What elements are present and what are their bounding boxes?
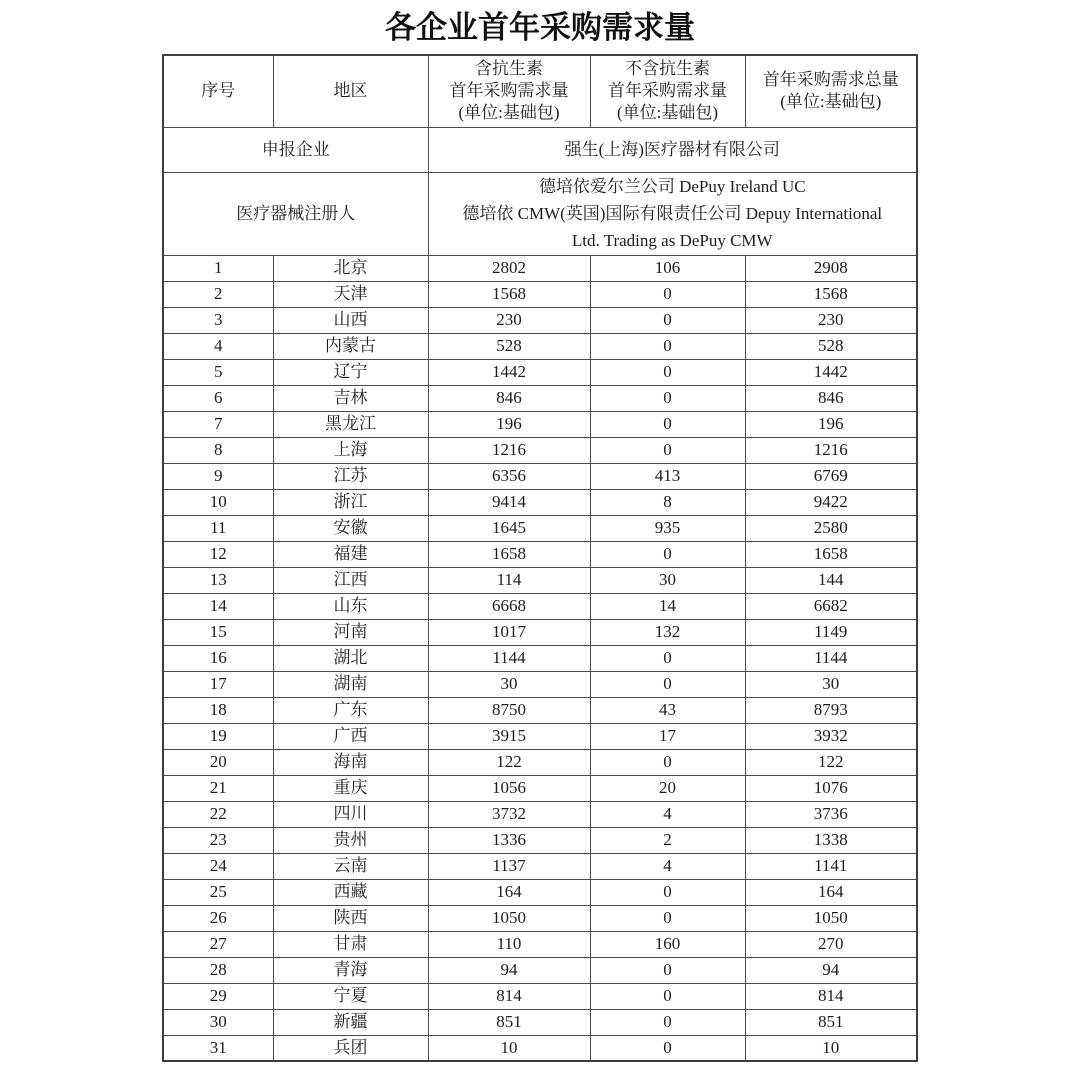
region-row bbox=[163, 983, 917, 1009]
device-registrant-label: 医疗器械注册人 bbox=[163, 172, 428, 255]
cell-with-antibiotics: 1645 bbox=[428, 515, 590, 541]
cell-with-antibiotics: 1658 bbox=[428, 541, 590, 567]
cell-with-antibiotics: 114 bbox=[428, 567, 590, 593]
cell-region: 江苏 bbox=[273, 463, 428, 489]
cell-with-antibiotics: 1017 bbox=[428, 619, 590, 645]
cell-index: 2 bbox=[163, 281, 273, 307]
cell-with-antibiotics: 1442 bbox=[428, 359, 590, 385]
cell-without-antibiotics: 14 bbox=[590, 593, 745, 619]
region-row bbox=[163, 619, 917, 645]
cell-with-antibiotics: 3915 bbox=[428, 723, 590, 749]
cell-total: 846 bbox=[745, 385, 917, 411]
cell-total: 196 bbox=[745, 411, 917, 437]
cell-with-antibiotics: 110 bbox=[428, 931, 590, 957]
region-row bbox=[163, 723, 917, 749]
declaring-company-label: 申报企业 bbox=[163, 127, 428, 172]
cell-region: 广西 bbox=[273, 723, 428, 749]
cell-total: 8793 bbox=[745, 697, 917, 723]
cell-with-antibiotics: 1056 bbox=[428, 775, 590, 801]
cell-region: 湖北 bbox=[273, 645, 428, 671]
cell-total: 122 bbox=[745, 749, 917, 775]
header-row bbox=[163, 55, 917, 127]
region-row bbox=[163, 827, 917, 853]
region-row bbox=[163, 853, 917, 879]
text-line: (单位:基础包) bbox=[616, 103, 719, 123]
cell-index: 31 bbox=[163, 1035, 273, 1061]
cell-index: 26 bbox=[163, 905, 273, 931]
cell-without-antibiotics: 0 bbox=[590, 879, 745, 905]
cell-without-antibiotics: 2 bbox=[590, 827, 745, 853]
cell-without-antibiotics: 160 bbox=[590, 931, 745, 957]
region-row bbox=[163, 775, 917, 801]
header-col-region bbox=[273, 55, 428, 127]
cell-without-antibiotics: 0 bbox=[590, 437, 745, 463]
cell-region: 天津 bbox=[273, 281, 428, 307]
cell-region: 黑龙江 bbox=[273, 411, 428, 437]
cell-with-antibiotics: 846 bbox=[428, 385, 590, 411]
cell-without-antibiotics: 0 bbox=[590, 749, 745, 775]
cell-with-antibiotics: 814 bbox=[428, 983, 590, 1009]
cell-without-antibiotics: 0 bbox=[590, 385, 745, 411]
cell-with-antibiotics: 6356 bbox=[428, 463, 590, 489]
cell-total: 1144 bbox=[745, 645, 917, 671]
cell-region: 四川 bbox=[273, 801, 428, 827]
cell-index: 28 bbox=[163, 957, 273, 983]
region-row bbox=[163, 463, 917, 489]
cell-without-antibiotics: 0 bbox=[590, 307, 745, 333]
cell-total: 6682 bbox=[745, 593, 917, 619]
cell-without-antibiotics: 30 bbox=[590, 567, 745, 593]
cell-region: 山西 bbox=[273, 307, 428, 333]
cell-with-antibiotics: 1050 bbox=[428, 905, 590, 931]
text-line: 首年采购需求总量 bbox=[762, 70, 899, 90]
region-row bbox=[163, 385, 917, 411]
cell-total: 1141 bbox=[745, 853, 917, 879]
cell-region: 安徽 bbox=[273, 515, 428, 541]
cell-index: 14 bbox=[163, 593, 273, 619]
cell-region: 重庆 bbox=[273, 775, 428, 801]
cell-total: 528 bbox=[745, 333, 917, 359]
cell-region: 新疆 bbox=[273, 1009, 428, 1035]
cell-total: 1658 bbox=[745, 541, 917, 567]
region-row bbox=[163, 1035, 917, 1061]
cell-index: 19 bbox=[163, 723, 273, 749]
region-row bbox=[163, 879, 917, 905]
cell-total: 1216 bbox=[745, 437, 917, 463]
cell-index: 8 bbox=[163, 437, 273, 463]
header-col-total bbox=[745, 55, 917, 127]
region-row bbox=[163, 645, 917, 671]
cell-index: 25 bbox=[163, 879, 273, 905]
declaring-company-value bbox=[428, 127, 917, 172]
cell-region: 贵州 bbox=[273, 827, 428, 853]
cell-with-antibiotics: 10 bbox=[428, 1035, 590, 1061]
cell-with-antibiotics: 196 bbox=[428, 411, 590, 437]
cell-index: 18 bbox=[163, 697, 273, 723]
cell-without-antibiotics: 132 bbox=[590, 619, 745, 645]
cell-region: 广东 bbox=[273, 697, 428, 723]
region-row bbox=[163, 255, 917, 281]
cell-index: 29 bbox=[163, 983, 273, 1009]
cell-index: 10 bbox=[163, 489, 273, 515]
cell-without-antibiotics: 0 bbox=[590, 541, 745, 567]
cell-with-antibiotics: 8750 bbox=[428, 697, 590, 723]
cell-with-antibiotics: 1336 bbox=[428, 827, 590, 853]
text-line: (单位:基础包) bbox=[780, 92, 882, 112]
cell-total: 1050 bbox=[745, 905, 917, 931]
text-line: 地区 bbox=[333, 81, 368, 101]
cell-without-antibiotics: 0 bbox=[590, 957, 745, 983]
region-row bbox=[163, 671, 917, 697]
region-row bbox=[163, 359, 917, 385]
cell-total: 230 bbox=[745, 307, 917, 333]
cell-region: 青海 bbox=[273, 957, 428, 983]
region-row bbox=[163, 489, 917, 515]
cell-with-antibiotics: 122 bbox=[428, 749, 590, 775]
cell-without-antibiotics: 0 bbox=[590, 983, 745, 1009]
cell-total: 94 bbox=[745, 957, 917, 983]
header-col-with-antibiotics bbox=[428, 55, 590, 127]
cell-without-antibiotics: 4 bbox=[590, 801, 745, 827]
text-line: 序号 bbox=[201, 81, 236, 101]
cell-with-antibiotics: 30 bbox=[428, 671, 590, 697]
cell-region: 湖南 bbox=[273, 671, 428, 697]
region-row bbox=[163, 411, 917, 437]
cell-with-antibiotics: 94 bbox=[428, 957, 590, 983]
header-col-without-antibiotics bbox=[590, 55, 745, 127]
cell-total: 814 bbox=[745, 983, 917, 1009]
cell-total: 1076 bbox=[745, 775, 917, 801]
cell-with-antibiotics: 1216 bbox=[428, 437, 590, 463]
cell-region: 福建 bbox=[273, 541, 428, 567]
text-line: 首年采购需求量 bbox=[449, 81, 569, 101]
text-line: 不含抗生素 bbox=[625, 59, 710, 79]
cell-index: 1 bbox=[163, 255, 273, 281]
cell-without-antibiotics: 0 bbox=[590, 411, 745, 437]
cell-index: 30 bbox=[163, 1009, 273, 1035]
cell-index: 9 bbox=[163, 463, 273, 489]
cell-total: 1338 bbox=[745, 827, 917, 853]
cell-region: 兵团 bbox=[273, 1035, 428, 1061]
cell-with-antibiotics: 3732 bbox=[428, 801, 590, 827]
region-row bbox=[163, 437, 917, 463]
cell-index: 13 bbox=[163, 567, 273, 593]
cell-without-antibiotics: 106 bbox=[590, 255, 745, 281]
cell-region: 吉林 bbox=[273, 385, 428, 411]
cell-region: 山东 bbox=[273, 593, 428, 619]
cell-index: 3 bbox=[163, 307, 273, 333]
region-row bbox=[163, 749, 917, 775]
region-row bbox=[163, 515, 917, 541]
cell-total: 1568 bbox=[745, 281, 917, 307]
cell-total: 144 bbox=[745, 567, 917, 593]
cell-region: 海南 bbox=[273, 749, 428, 775]
cell-total: 9422 bbox=[745, 489, 917, 515]
cell-with-antibiotics: 2802 bbox=[428, 255, 590, 281]
cell-region: 宁夏 bbox=[273, 983, 428, 1009]
cell-total: 270 bbox=[745, 931, 917, 957]
cell-without-antibiotics: 43 bbox=[590, 697, 745, 723]
cell-total: 164 bbox=[745, 879, 917, 905]
region-row bbox=[163, 333, 917, 359]
cell-index: 20 bbox=[163, 749, 273, 775]
cell-region: 西藏 bbox=[273, 879, 428, 905]
cell-with-antibiotics: 164 bbox=[428, 879, 590, 905]
cell-without-antibiotics: 0 bbox=[590, 333, 745, 359]
cell-region: 河南 bbox=[273, 619, 428, 645]
region-row bbox=[163, 697, 917, 723]
region-row bbox=[163, 1009, 917, 1035]
cell-index: 15 bbox=[163, 619, 273, 645]
cell-total: 2580 bbox=[745, 515, 917, 541]
cell-with-antibiotics: 1144 bbox=[428, 645, 590, 671]
cell-index: 17 bbox=[163, 671, 273, 697]
cell-region: 陕西 bbox=[273, 905, 428, 931]
cell-index: 23 bbox=[163, 827, 273, 853]
cell-index: 24 bbox=[163, 853, 273, 879]
cell-total: 3736 bbox=[745, 801, 917, 827]
cell-with-antibiotics: 1568 bbox=[428, 281, 590, 307]
cell-total: 10 bbox=[745, 1035, 917, 1061]
text-line: 德培依爱尔兰公司 DePuy Ireland UC bbox=[538, 177, 806, 196]
cell-without-antibiotics: 0 bbox=[590, 281, 745, 307]
device-registrant-value bbox=[428, 172, 917, 255]
region-row bbox=[163, 905, 917, 931]
cell-index: 5 bbox=[163, 359, 273, 385]
cell-without-antibiotics: 935 bbox=[590, 515, 745, 541]
cell-index: 22 bbox=[163, 801, 273, 827]
cell-index: 16 bbox=[163, 645, 273, 671]
cell-without-antibiotics: 17 bbox=[590, 723, 745, 749]
cell-region: 上海 bbox=[273, 437, 428, 463]
cell-total: 851 bbox=[745, 1009, 917, 1035]
region-row bbox=[163, 307, 917, 333]
cell-index: 21 bbox=[163, 775, 273, 801]
cell-total: 1149 bbox=[745, 619, 917, 645]
cell-without-antibiotics: 8 bbox=[590, 489, 745, 515]
cell-index: 7 bbox=[163, 411, 273, 437]
cell-region: 内蒙古 bbox=[273, 333, 428, 359]
device-registrant-row bbox=[163, 172, 917, 255]
region-row bbox=[163, 281, 917, 307]
cell-index: 6 bbox=[163, 385, 273, 411]
cell-without-antibiotics: 0 bbox=[590, 671, 745, 697]
region-row bbox=[163, 567, 917, 593]
cell-without-antibiotics: 0 bbox=[590, 1035, 745, 1061]
page-title: 各企业首年采购需求量 bbox=[385, 10, 695, 45]
procurement-demand-table bbox=[162, 54, 918, 1062]
cell-index: 4 bbox=[163, 333, 273, 359]
region-row bbox=[163, 541, 917, 567]
cell-region: 辽宁 bbox=[273, 359, 428, 385]
text-line: (单位:基础包) bbox=[458, 103, 560, 123]
cell-with-antibiotics: 6668 bbox=[428, 593, 590, 619]
cell-region: 浙江 bbox=[273, 489, 428, 515]
header-col-index bbox=[163, 55, 273, 127]
region-row bbox=[163, 593, 917, 619]
text-line: 德培依 CMW(英国)国际有限责任公司 Depuy International bbox=[462, 204, 883, 223]
declaring-company-row bbox=[163, 127, 917, 172]
cell-total: 3932 bbox=[745, 723, 917, 749]
cell-with-antibiotics: 9414 bbox=[428, 489, 590, 515]
region-row bbox=[163, 957, 917, 983]
text-line: Ltd. Trading as DePuy CMW bbox=[571, 231, 773, 250]
cell-without-antibiotics: 20 bbox=[590, 775, 745, 801]
cell-without-antibiotics: 0 bbox=[590, 1009, 745, 1035]
text-line: 首年采购需求量 bbox=[608, 81, 727, 101]
cell-index: 12 bbox=[163, 541, 273, 567]
cell-region: 云南 bbox=[273, 853, 428, 879]
cell-index: 11 bbox=[163, 515, 273, 541]
region-rows bbox=[163, 255, 917, 1061]
cell-with-antibiotics: 230 bbox=[428, 307, 590, 333]
cell-without-antibiotics: 0 bbox=[590, 905, 745, 931]
cell-total: 30 bbox=[745, 671, 917, 697]
cell-index: 27 bbox=[163, 931, 273, 957]
cell-region: 江西 bbox=[273, 567, 428, 593]
text-line: 强生(上海)医疗器材有限公司 bbox=[564, 139, 780, 159]
cell-region: 北京 bbox=[273, 255, 428, 281]
cell-without-antibiotics: 0 bbox=[590, 645, 745, 671]
text-line: 含抗生素 bbox=[475, 59, 543, 79]
cell-without-antibiotics: 413 bbox=[590, 463, 745, 489]
region-row bbox=[163, 931, 917, 957]
cell-with-antibiotics: 851 bbox=[428, 1009, 590, 1035]
cell-without-antibiotics: 0 bbox=[590, 359, 745, 385]
cell-with-antibiotics: 1137 bbox=[428, 853, 590, 879]
region-row bbox=[163, 801, 917, 827]
cell-total: 1442 bbox=[745, 359, 917, 385]
cell-without-antibiotics: 4 bbox=[590, 853, 745, 879]
cell-region: 甘肃 bbox=[273, 931, 428, 957]
cell-total: 6769 bbox=[745, 463, 917, 489]
cell-with-antibiotics: 528 bbox=[428, 333, 590, 359]
cell-total: 2908 bbox=[745, 255, 917, 281]
